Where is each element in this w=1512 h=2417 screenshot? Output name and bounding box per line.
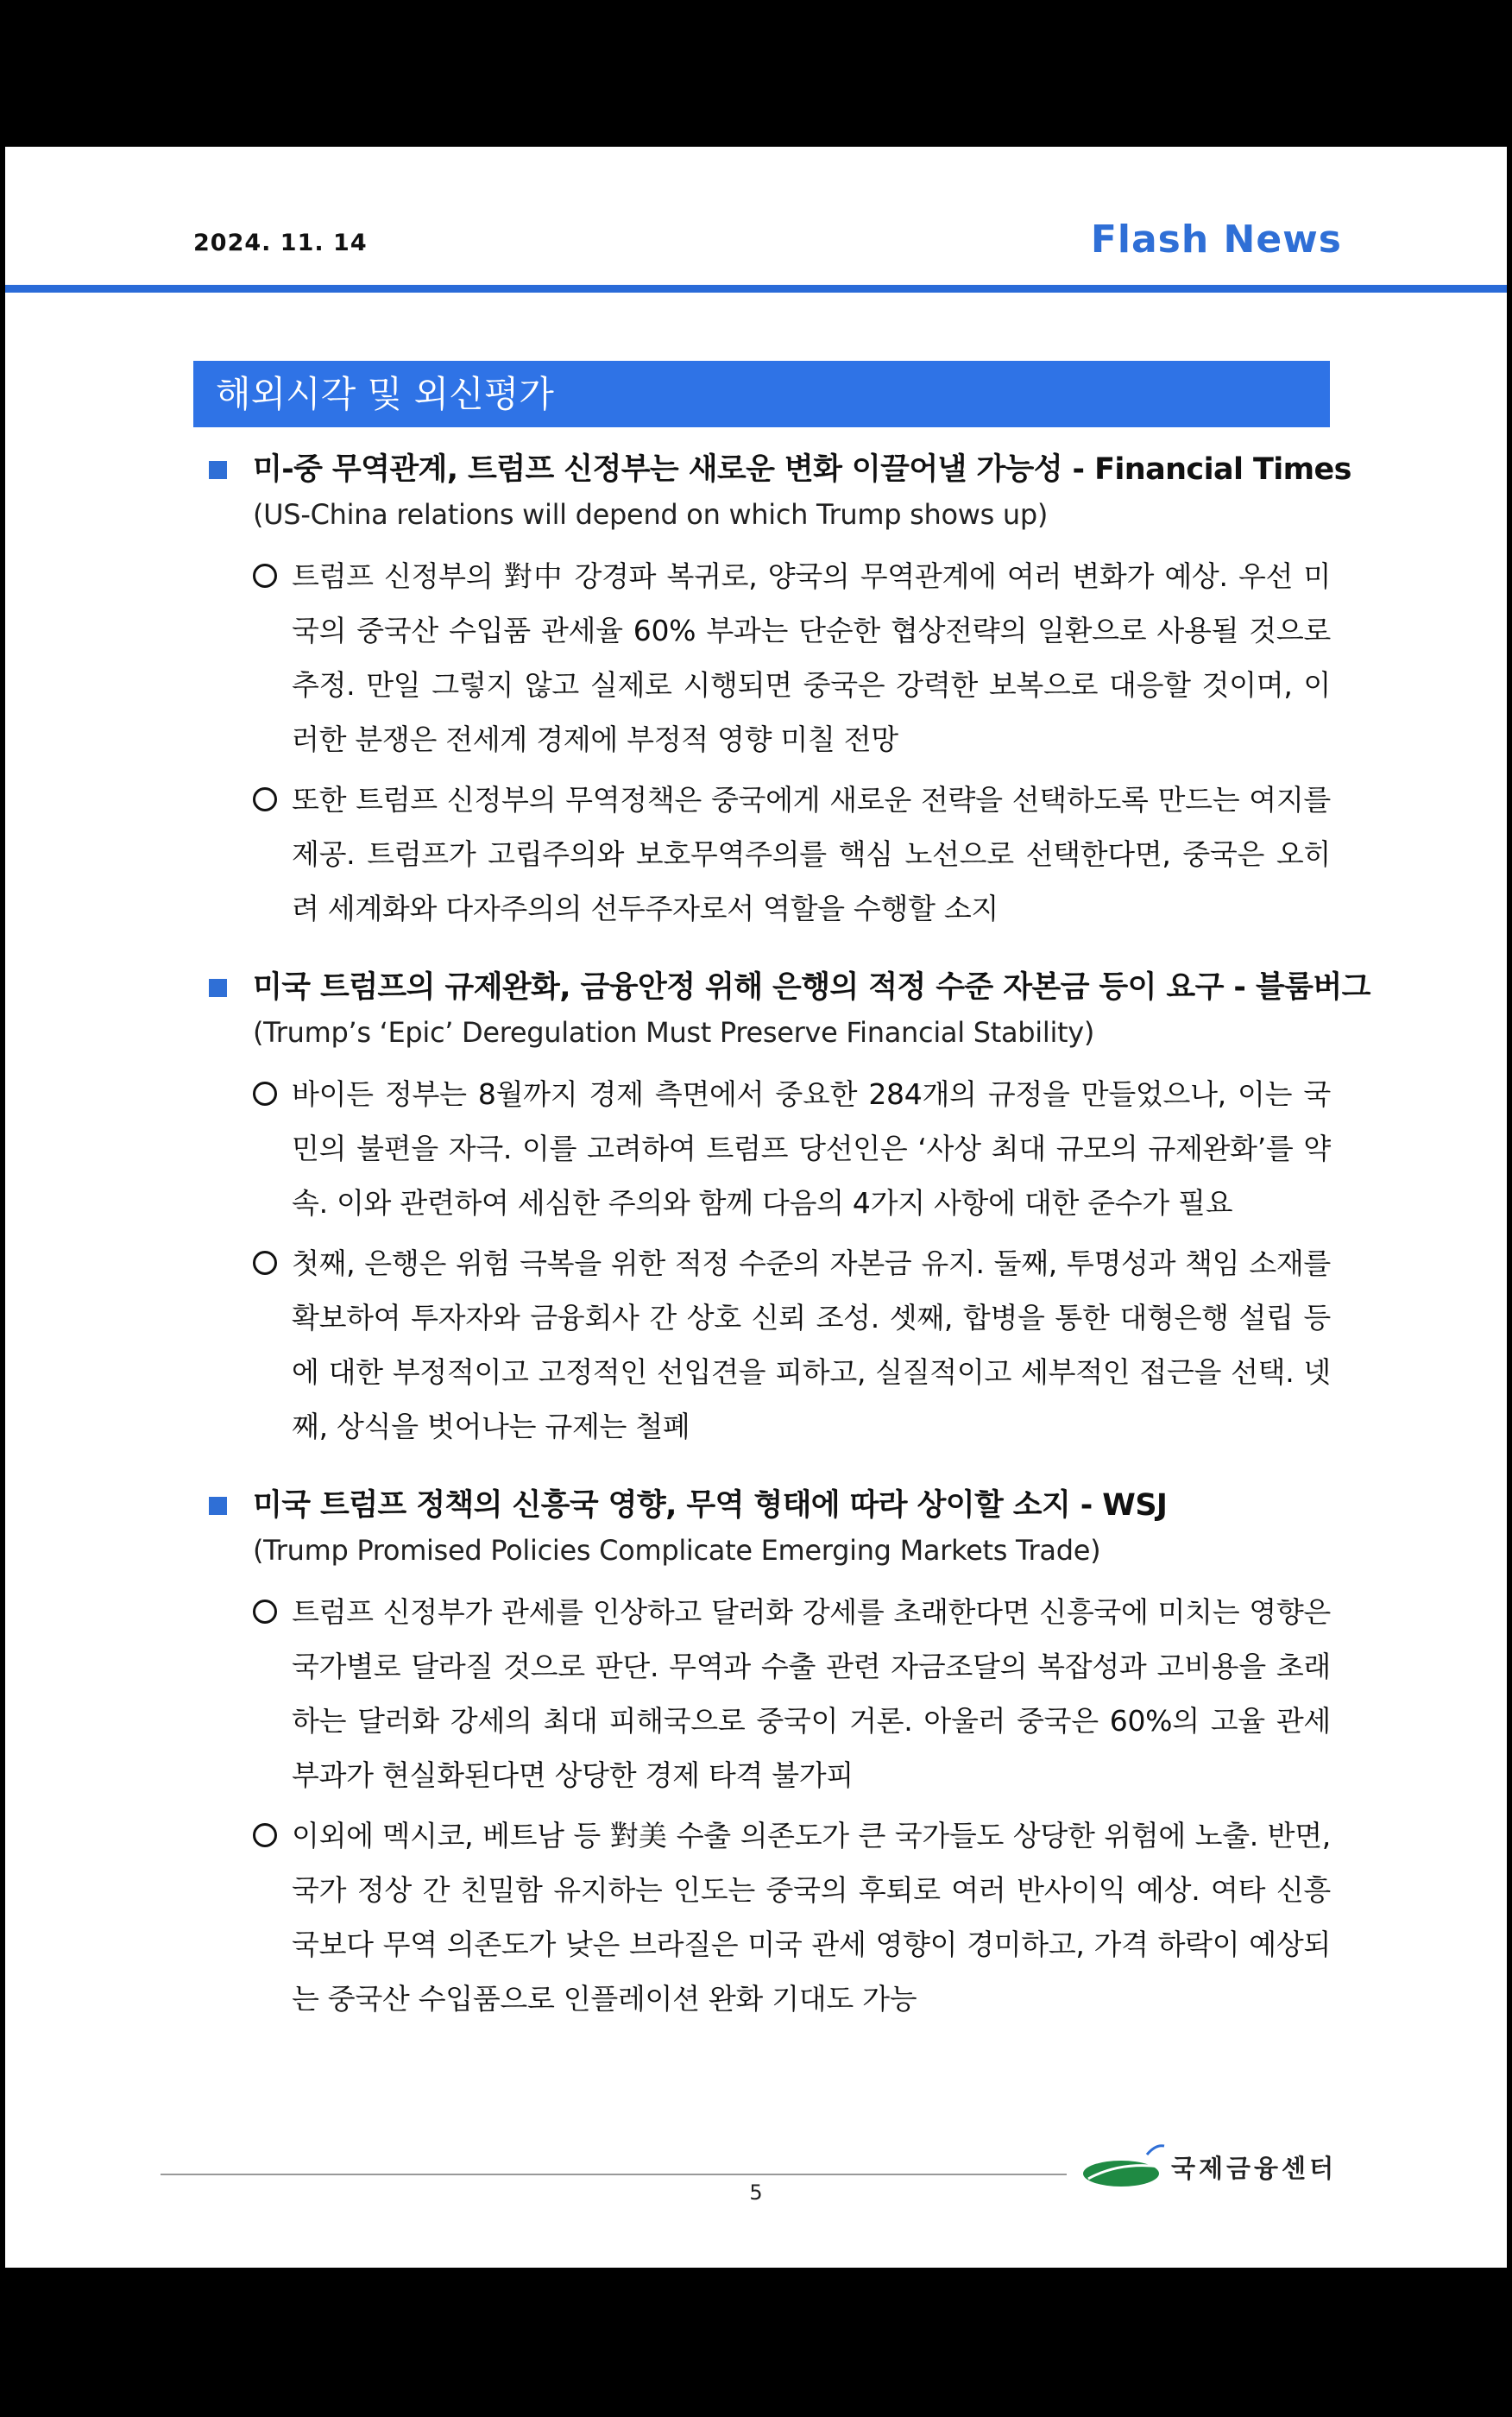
item-subtitle: (US-China relations will depend on which Trump shows up): [253, 498, 1049, 531]
circle-bullet-icon: [253, 1823, 277, 1847]
item-heading: [205, 447, 1351, 492]
header-rule: [5, 285, 1507, 293]
report-date: 2024. 11. 14: [193, 230, 368, 256]
brand-title: Flash News: [1090, 218, 1342, 262]
bullet-paragraph: [205, 1808, 1331, 2026]
bullet-text: 이외에 멕시코, 베트남 등 對美 수출 의존도가 큰 국가들도 상당한 위험에 노출. 반면, 국가 정상 간 친밀함 유지하는 인도는 중국의 후퇴로 여러 반사이익 예상. 여타 신흥국보다 무역 의존도가 낮은 브라질은 미국 관세 영향이 경미하고, 가격 하락이 예상되는 중국산 수입품으로 인플레이션 완화 기대도 가능: [292, 1819, 1331, 2016]
circle-bullet-icon: [253, 787, 277, 811]
bullet-paragraph: [205, 773, 1331, 936]
item-heading: [205, 965, 1370, 1010]
bullet-text: 트럼프 신정부가 관세를 인상하고 달러화 강세를 초래한다면 신흥국에 미치는 영향은 국가별로 달라질 것으로 판단. 무역과 수출 관련 자금조달의 복잡성과 고비용을 초래하는 달러화 강세의 최대 피해국으로 중국이 거론. 아울러 중국은 60%의 고율 관세 부과가 현실화된다면 상당한 경제 타격 불가피: [292, 1595, 1331, 1792]
item-subtitle: (Trump’s ‘Epic’ Deregulation Must Preserve Financial Stability): [253, 1016, 1095, 1049]
item-title-text: 미-중 무역관계, 트럼프 신정부는 새로운 변화 이끌어낼 가능성 - Financial Times: [253, 452, 1351, 487]
circle-bullet-icon: [253, 564, 277, 588]
page-number: 5: [749, 2180, 763, 2205]
item-subtitle: (Trump Promised Policies Complicate Emerging Markets Trade): [253, 1534, 1101, 1567]
bullet-paragraph: [205, 549, 1331, 767]
item-heading: [205, 1483, 1331, 1528]
news-item: [205, 447, 1351, 936]
organization-logo: [1080, 2141, 1337, 2193]
bullet-text: 첫째, 은행은 위험 극복을 위한 적정 수준의 자본금 유지. 둘째, 투명성과 책임 소재를 확보하여 투자자와 금융회사 간 상호 신뢰 조성. 셋째, 합병을 통한 대형은행 설립 등에 대한 부정적이고 고정적인 선입견을 피하고, 실질적이고 세부적인 접근을 선택. 넷째, 상식을 벗어나는 규제는 철폐: [292, 1246, 1331, 1443]
news-item: [205, 1483, 1331, 2026]
circle-bullet-icon: [253, 1251, 277, 1275]
bullet-paragraph: [205, 1067, 1331, 1230]
news-item: [205, 965, 1370, 1454]
item-title-text: 미국 트럼프 정책의 신흥국 영향, 무역 형태에 따라 상이할 소지 - WSJ: [253, 1488, 1168, 1523]
circle-bullet-icon: [253, 1082, 277, 1106]
square-bullet-icon: [209, 1497, 227, 1515]
bullet-text: 트럼프 신정부의 對中 강경파 복귀로, 양국의 무역관계에 여러 변화가 예상. 우선 미국의 중국산 수입품 관세율 60% 부과는 단순한 협상전략의 일환으로 사용될 것으로 추정. 만일 그렇지 않고 실제로 시행되면 중국은 강력한 보복으로 대응할 것이며, 이러한 분쟁은 전세계 경제에 부정적 영향 미칠 전망: [292, 559, 1331, 756]
bullet-text: 바이든 정부는 8월까지 경제 측면에서 중요한 284개의 규정을 만들었으나, 이는 국민의 불편을 자극. 이를 고려하여 트럼프 당선인은 ‘사상 최대 규모의 규제완화’를 약속. 이와 관련하여 세심한 주의와 함께 다음의 4가지 사항에 대한 준수가 필요: [292, 1077, 1331, 1220]
bullet-paragraph: [205, 1585, 1331, 1802]
item-title-text: 미국 트럼프의 규제완화, 금융안정 위해 은행의 적정 수준 자본금 등이 요구 - 블룸버그: [253, 970, 1370, 1005]
news-content: [205, 447, 1370, 2055]
kcif-leaf-logo-icon: [1080, 2141, 1166, 2193]
bullet-text: 또한 트럼프 신정부의 무역정책은 중국에게 새로운 전략을 선택하도록 만드는 여지를 제공. 트럼프가 고립주의와 보호무역주의를 핵심 노선으로 선택한다면, 중국은 오히려 세계화와 다자주의의 선두주자로서 역할을 수행할 소지: [292, 783, 1331, 925]
square-bullet-icon: [209, 461, 227, 479]
circle-bullet-icon: [253, 1600, 277, 1624]
logo-text: 국제금융센터: [1171, 2153, 1338, 2183]
footer-rule: [161, 2174, 1067, 2175]
document-page: [5, 147, 1507, 2268]
square-bullet-icon: [209, 979, 227, 997]
bullet-paragraph: [205, 1236, 1331, 1454]
section-title: 해외시각 및 외신평가: [193, 361, 1330, 427]
